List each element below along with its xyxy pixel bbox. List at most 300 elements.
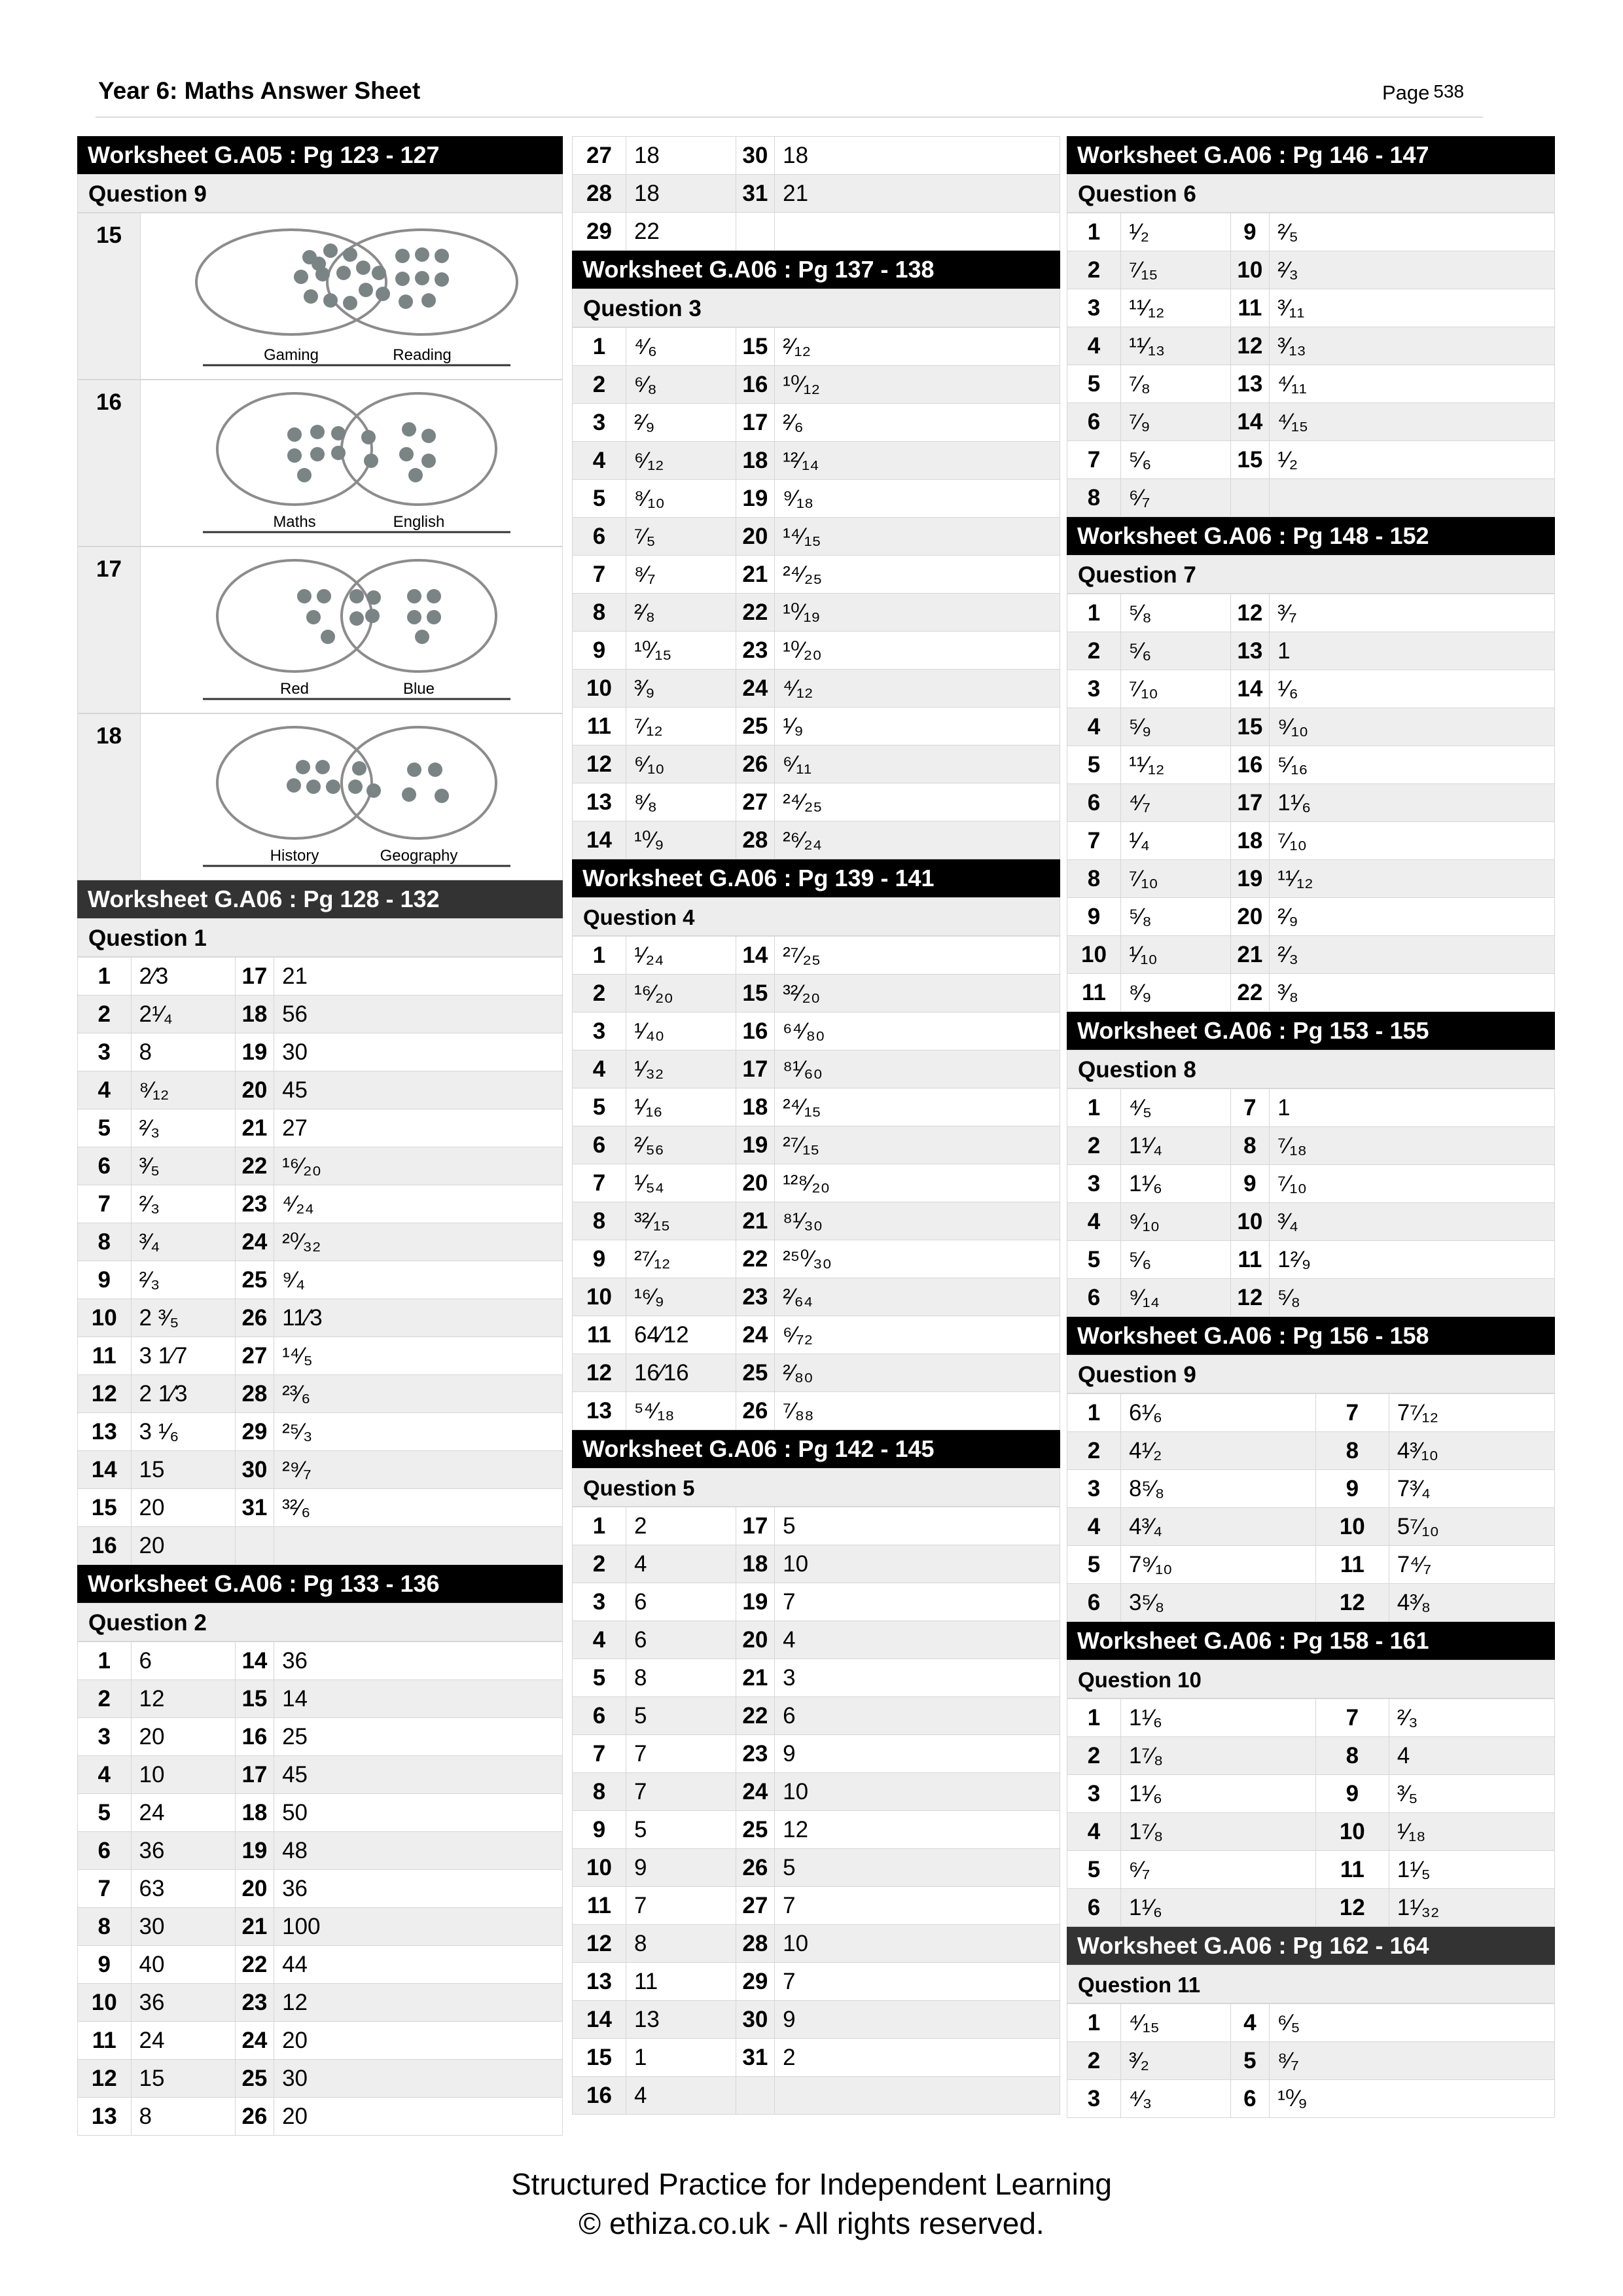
question-number: 13 — [1230, 365, 1270, 403]
question-number: 5 — [573, 480, 626, 518]
question-number: 7 — [1067, 822, 1121, 860]
answer-value: ⁵⁴⁄₁₈ — [626, 1392, 736, 1430]
venn-dot — [287, 427, 302, 442]
venn-diagram — [141, 714, 562, 880]
answer-value: ¹⁰⁄₉ — [626, 821, 736, 859]
question-number: 7 — [1230, 1089, 1270, 1127]
venn-label: Gaming — [263, 346, 319, 364]
table-row — [573, 1963, 1060, 2001]
answer-value: ⁷⁄₁₀ — [1270, 1165, 1555, 1203]
question-number: 11 — [1315, 1851, 1389, 1889]
question-heading: Question 10 — [1067, 1660, 1555, 1698]
answer-value: 22 — [626, 213, 736, 251]
answer-value: ¹⁴⁄₁₅ — [775, 518, 1060, 556]
answer-value: 9 — [775, 1735, 1060, 1773]
venn-dot — [349, 589, 364, 603]
question-number: 10 — [1315, 1508, 1389, 1546]
table-row — [78, 1756, 563, 1794]
table-row — [573, 594, 1060, 632]
question-number: 7 — [573, 1735, 626, 1773]
question-number: 1 — [573, 328, 626, 366]
question-number: 1 — [1067, 1089, 1121, 1127]
answer-value — [274, 1527, 563, 1565]
question-number: 2 — [1067, 1737, 1121, 1775]
question-number: 28 — [736, 821, 775, 859]
answer-value: ⁶⁄₇ — [1120, 479, 1230, 517]
question-number: 14 — [736, 937, 775, 975]
question-number: 11 — [78, 2022, 132, 2060]
table-row — [573, 442, 1060, 480]
question-number — [1230, 479, 1270, 517]
venn-diagram — [141, 213, 562, 379]
question-number: 22 — [235, 1946, 274, 1984]
answer-value: ²⁷⁄₁₅ — [775, 1126, 1060, 1164]
page-title: Year 6: Maths Answer Sheet — [98, 77, 421, 104]
venn-dot — [415, 247, 429, 262]
question-number: 19 — [235, 1832, 274, 1870]
answer-value: 15 — [131, 1451, 235, 1489]
answer-value: ⁴⁄₁₅ — [1270, 403, 1555, 441]
question-number: 5 — [78, 1109, 132, 1147]
question-number: 9 — [78, 1261, 132, 1299]
answer-value: 6 — [626, 1621, 736, 1659]
table-row — [573, 213, 1060, 251]
answer-value: ¹⁴⁄₅ — [274, 1337, 563, 1375]
venn-question-17 — [77, 547, 563, 713]
question-number: 1 — [1067, 213, 1121, 251]
question-number — [736, 213, 775, 251]
table-row — [1067, 1470, 1555, 1508]
question-number: 3 — [1067, 289, 1121, 327]
table-row — [78, 1984, 563, 2022]
table-row — [1067, 822, 1555, 860]
venn-question-18 — [77, 713, 563, 880]
answer-value: ¹⁰⁄₁₂ — [775, 366, 1060, 404]
question-number: 2 — [1067, 1127, 1121, 1165]
answer-value: ²⁄₆₄ — [775, 1278, 1060, 1316]
answer-value: ⁹⁄₁₀ — [1120, 1203, 1230, 1241]
table-row — [1067, 2004, 1555, 2042]
question-number: 8 — [573, 594, 626, 632]
question-number: 7 — [573, 556, 626, 594]
answer-value: ²⁄₆ — [775, 404, 1060, 442]
question-number: 15 — [736, 328, 775, 366]
table-row — [573, 556, 1060, 594]
answer-value: ¹²⁄₁₄ — [775, 442, 1060, 480]
answer-value: 1¹⁄₄ — [1120, 1127, 1230, 1165]
answer-value: 2 — [775, 2039, 1060, 2077]
question-number: 19 — [235, 1033, 274, 1071]
question-number: 8 — [1230, 1127, 1270, 1165]
question-number: 20 — [736, 518, 775, 556]
table-row — [78, 1451, 563, 1489]
venn-dot — [343, 247, 357, 262]
table-row — [1067, 860, 1555, 898]
question-number: 14 — [573, 2001, 626, 2039]
answer-value: 20 — [274, 2022, 563, 2060]
answer-value: ⁶⁄₁₂ — [626, 442, 736, 480]
table-row — [78, 1908, 563, 1946]
answer-value: ³⁄₄ — [1270, 1203, 1555, 1241]
answer-table — [572, 136, 1060, 251]
table-row — [1067, 1203, 1555, 1241]
answer-value: 2¹⁄₄ — [131, 996, 235, 1033]
table-row — [573, 1278, 1060, 1316]
venn-diagram — [141, 380, 562, 546]
answer-value: ¹⁶⁄₂₀ — [626, 975, 736, 1013]
answer-value: ¹⁄₆ — [1270, 670, 1555, 708]
question-number: 6 — [1230, 2080, 1270, 2118]
answer-value: ⁵⁄₈ — [1120, 594, 1230, 632]
answer-value: ³⁄₁₁ — [1270, 289, 1555, 327]
answer-value: 100 — [274, 1908, 563, 1946]
answer-value: 7⁴⁄₇ — [1389, 1546, 1554, 1584]
question-number: 20 — [1230, 898, 1270, 936]
answer-value: ¹⁄₄₀ — [626, 1013, 736, 1050]
venn-left-circle — [196, 230, 386, 334]
answer-value: 3⁵⁄₈ — [1120, 1584, 1315, 1622]
answer-value: ¹⁄₁₆ — [626, 1088, 736, 1126]
table-row — [1067, 1432, 1555, 1470]
question-number: 8 — [573, 1773, 626, 1811]
table-row — [78, 1718, 563, 1756]
question-number: 12 — [78, 2060, 132, 2098]
venn-dot — [427, 610, 441, 624]
question-number: 30 — [235, 1451, 274, 1489]
question-number: 14 — [1230, 670, 1270, 708]
venn-label: Blue — [402, 680, 435, 698]
question-number: 22 — [736, 594, 775, 632]
question-number: 30 — [736, 137, 775, 175]
question-number: 21 — [1230, 936, 1270, 974]
answer-value: 36 — [131, 1832, 235, 1870]
question-number: 18 — [78, 714, 141, 880]
answer-table — [77, 957, 563, 1565]
answer-value: ¹¹⁄₁₂ — [1120, 289, 1230, 327]
answer-value: ⁶⁄₇₂ — [775, 1316, 1060, 1354]
venn-dot — [352, 761, 366, 776]
question-number: 9 — [573, 632, 626, 670]
venn-left-circle — [217, 560, 372, 672]
answer-value: ²⁄₃ — [1270, 936, 1555, 974]
answer-value: ³⁄₉ — [626, 670, 736, 708]
answer-value: ²⁄₃ — [1389, 1699, 1554, 1737]
table-row — [1067, 403, 1555, 441]
table-row — [1067, 784, 1555, 822]
table-row — [1067, 708, 1555, 746]
table-row — [1067, 936, 1555, 974]
answer-value: 20 — [131, 1489, 235, 1527]
table-row — [573, 366, 1060, 404]
answer-value: 45 — [274, 1071, 563, 1109]
answer-value: 2 ³⁄₅ — [131, 1299, 235, 1337]
venn-dot — [395, 272, 410, 286]
table-row — [573, 137, 1060, 175]
question-number: 27 — [573, 137, 626, 175]
answer-value: ²⁄₈ — [626, 594, 736, 632]
answer-value: ²³⁄₆ — [274, 1375, 563, 1413]
answer-value: 5 — [626, 1811, 736, 1849]
question-number: 17 — [736, 1507, 775, 1545]
answer-value: 8 — [131, 2098, 235, 2136]
answer-value: ³⁄₅ — [131, 1147, 235, 1185]
answer-value: 4 — [1389, 1737, 1554, 1775]
question-number: 16 — [736, 366, 775, 404]
table-row — [1067, 632, 1555, 670]
question-number: 4 — [573, 1050, 626, 1088]
table-row — [573, 1697, 1060, 1735]
question-number: 4 — [573, 1621, 626, 1659]
venn-dot — [294, 270, 308, 284]
question-number: 16 — [235, 1718, 274, 1756]
answer-value: 27 — [274, 1109, 563, 1147]
table-row — [573, 1735, 1060, 1773]
question-number: 18 — [736, 442, 775, 480]
venn-dot — [323, 293, 338, 308]
venn-right-circle — [342, 393, 496, 505]
question-number: 2 — [1067, 1432, 1121, 1470]
question-number: 22 — [736, 1697, 775, 1735]
answer-value: 30 — [274, 2060, 563, 2098]
table-row — [573, 480, 1060, 518]
question-number — [235, 1527, 274, 1565]
question-number: 15 — [78, 1489, 132, 1527]
table-row — [1067, 594, 1555, 632]
table-row — [1067, 1241, 1555, 1279]
answer-value: 20 — [131, 1718, 235, 1756]
question-number: 19 — [736, 480, 775, 518]
question-number: 4 — [1067, 708, 1121, 746]
table-row — [573, 1316, 1060, 1354]
table-row — [78, 996, 563, 1033]
table-row — [78, 1185, 563, 1223]
question-number: 1 — [573, 1507, 626, 1545]
footer-tagline: Structured Practice for Independent Learning — [510, 2167, 1113, 2201]
venn-right-circle — [342, 727, 496, 838]
answer-table — [77, 1641, 563, 2136]
venn-dot — [349, 611, 364, 626]
answer-value: ¹⁄₂ — [1120, 213, 1230, 251]
question-number: 3 — [573, 404, 626, 442]
answer-value: ¹⁄₄ — [1120, 822, 1230, 860]
question-number: 15 — [78, 213, 141, 379]
question-number: 5 — [1230, 2042, 1270, 2080]
table-row — [78, 1489, 563, 1527]
question-number: 4 — [78, 1071, 132, 1109]
answer-value: 8 — [626, 1925, 736, 1963]
answer-value: 1¹⁄₅ — [1389, 1851, 1554, 1889]
venn-label: Maths — [273, 513, 316, 531]
question-number: 2 — [1067, 2042, 1121, 2080]
answer-value: 1⁷⁄₈ — [1120, 1737, 1315, 1775]
venn-dot — [435, 789, 449, 803]
question-number: 25 — [736, 1811, 775, 1849]
answer-value: 7 — [626, 1887, 736, 1925]
venn-label: Reading — [393, 346, 452, 364]
question-number: 29 — [736, 1963, 775, 2001]
worksheet-heading: Worksheet G.A06 : Pg 153 - 155 — [1067, 1012, 1555, 1050]
question-number: 23 — [736, 1278, 775, 1316]
table-row — [1067, 213, 1555, 251]
answer-value: 3 1⁄7 — [131, 1337, 235, 1375]
answer-value: ³⁄₄ — [131, 1223, 235, 1261]
question-number: 9 — [1230, 213, 1270, 251]
answer-value: ³²⁄₂₀ — [775, 975, 1060, 1013]
venn-dot — [407, 610, 421, 624]
table-row — [78, 1413, 563, 1451]
answer-value: 6 — [131, 1642, 235, 1680]
table-row — [573, 2077, 1060, 2115]
table-row — [573, 1013, 1060, 1050]
answer-value: ²⁄₃ — [131, 1109, 235, 1147]
venn-label: Geography — [380, 847, 458, 865]
venn-dot — [435, 249, 449, 263]
table-row — [573, 518, 1060, 556]
answer-value: 63 — [131, 1870, 235, 1908]
question-number: 18 — [736, 1545, 775, 1583]
table-row — [573, 1583, 1060, 1621]
question-number: 16 — [573, 2077, 626, 2115]
answer-value: 4³⁄₄ — [1120, 1508, 1315, 1546]
question-number: 8 — [1067, 479, 1121, 517]
question-number: 16 — [78, 380, 141, 546]
page-number-value: 538 — [1433, 81, 1465, 101]
venn-dot — [366, 783, 381, 798]
table-row — [78, 2022, 563, 2060]
venn-dot — [326, 780, 340, 794]
question-number: 8 — [573, 1202, 626, 1240]
answer-value: ³⁄₅ — [1389, 1775, 1554, 1813]
answer-value: 7³⁄₄ — [1389, 1470, 1554, 1508]
answer-value: 5 — [775, 1849, 1060, 1887]
question-number: 13 — [573, 783, 626, 821]
answer-value: 3 ¹⁄₆ — [131, 1413, 235, 1451]
answer-value: ⁴⁄₁₁ — [1270, 365, 1555, 403]
question-number: 14 — [573, 821, 626, 859]
question-number: 12 — [1230, 1279, 1270, 1317]
question-number: 17 — [78, 547, 141, 713]
answer-value: ²⁄₃ — [1270, 251, 1555, 289]
answer-value: ⁷⁄₅ — [626, 518, 736, 556]
answer-value: ¹¹⁄₁₂ — [1120, 746, 1230, 784]
answer-value: ¹⁶⁄₂₀ — [274, 1147, 563, 1185]
venn-dot — [365, 609, 380, 623]
answer-value: ²⁴⁄₂₅ — [775, 556, 1060, 594]
question-heading: Question 3 — [572, 289, 1060, 327]
question-number: 2 — [573, 975, 626, 1013]
answer-value: ¹⁄₁₈ — [1389, 1813, 1554, 1851]
table-row — [78, 1033, 563, 1071]
answer-value: 1¹⁄₆ — [1270, 784, 1555, 822]
answer-value: ²⁰⁄₃₂ — [274, 1223, 563, 1261]
answer-value: ²⁴⁄₁₅ — [775, 1088, 1060, 1126]
table-row — [1067, 327, 1555, 365]
answer-value: 21 — [775, 175, 1060, 213]
answer-value: 24 — [131, 2022, 235, 2060]
table-row — [1067, 2042, 1555, 2080]
question-number: 23 — [736, 632, 775, 670]
answer-value: 18 — [626, 175, 736, 213]
answer-value: 1¹⁄₆ — [1120, 1699, 1315, 1737]
table-row — [573, 1849, 1060, 1887]
answer-value: ⁵⁄₆ — [1120, 632, 1230, 670]
table-row — [1067, 1165, 1555, 1203]
table-row — [1067, 1889, 1555, 1927]
question-number: 5 — [1067, 1851, 1121, 1889]
table-row — [1067, 1699, 1555, 1737]
question-number: 28 — [736, 1925, 775, 1963]
table-row — [78, 1261, 563, 1299]
question-number: 16 — [736, 1013, 775, 1050]
answer-value: ¹²⁸⁄₂₀ — [775, 1164, 1060, 1202]
answer-value: 11⁄3 — [274, 1299, 563, 1337]
answer-value: ⁸¹⁄₆₀ — [775, 1050, 1060, 1088]
answer-value: ²⁄₁₂ — [775, 328, 1060, 366]
table-row — [573, 1545, 1060, 1583]
table-row — [573, 632, 1060, 670]
table-row — [573, 975, 1060, 1013]
answer-value: ⁷⁄₁₂ — [626, 708, 736, 745]
answer-value: 10 — [775, 1545, 1060, 1583]
table-row — [573, 1202, 1060, 1240]
question-number: 29 — [235, 1413, 274, 1451]
question-number: 27 — [736, 1887, 775, 1925]
table-row — [78, 1642, 563, 1680]
answer-value: 45 — [274, 1756, 563, 1794]
header-divider — [96, 117, 1483, 118]
answer-value: ⁷⁄₁₀ — [1270, 822, 1555, 860]
answer-value: 21 — [274, 958, 563, 996]
venn-dot — [428, 762, 442, 777]
answer-value: ²⁄₉ — [1270, 898, 1555, 936]
venn-dot — [407, 762, 421, 777]
answer-value: ¹⁰⁄₂₀ — [775, 632, 1060, 670]
answer-value: ⁴⁄₂₄ — [274, 1185, 563, 1223]
question-number: 3 — [1067, 2080, 1121, 2118]
answer-value: ⁷⁄₉ — [1120, 403, 1230, 441]
answer-value: 9 — [626, 1849, 736, 1887]
question-number: 5 — [1067, 1241, 1121, 1279]
answer-value: 36 — [274, 1642, 563, 1680]
question-number: 21 — [235, 1908, 274, 1946]
question-number: 17 — [1230, 784, 1270, 822]
venn-dot — [310, 447, 325, 461]
answer-table — [1067, 1393, 1555, 1622]
answer-value: 10 — [775, 1925, 1060, 1963]
question-number: 26 — [736, 1849, 775, 1887]
answer-value: ³⁄₇ — [1270, 594, 1555, 632]
answer-value: ²⁄₃ — [131, 1185, 235, 1223]
question-number: 4 — [573, 442, 626, 480]
answer-value: 7⁷⁄₁₂ — [1389, 1394, 1554, 1432]
answer-value — [1270, 479, 1555, 517]
answer-value: ¹⁄₉ — [775, 708, 1060, 745]
question-number: 17 — [235, 1756, 274, 1794]
answer-value: 2 1⁄3 — [131, 1375, 235, 1413]
answer-value: 24 — [131, 1794, 235, 1832]
worksheet-heading: Worksheet G.A06 : Pg 128 - 132 — [77, 880, 563, 918]
venn-svg — [141, 547, 562, 713]
answer-value: 48 — [274, 1832, 563, 1870]
question-number: 8 — [1315, 1737, 1389, 1775]
answer-table — [1067, 213, 1555, 517]
answer-value: 1¹⁄₆ — [1120, 1165, 1230, 1203]
answer-value: 1 — [1270, 1089, 1555, 1127]
venn-dot — [421, 454, 436, 468]
answer-value: ⁷⁄₈ — [1120, 365, 1230, 403]
answer-value: 4³⁄₈ — [1389, 1584, 1554, 1622]
answer-value — [775, 2077, 1060, 2115]
